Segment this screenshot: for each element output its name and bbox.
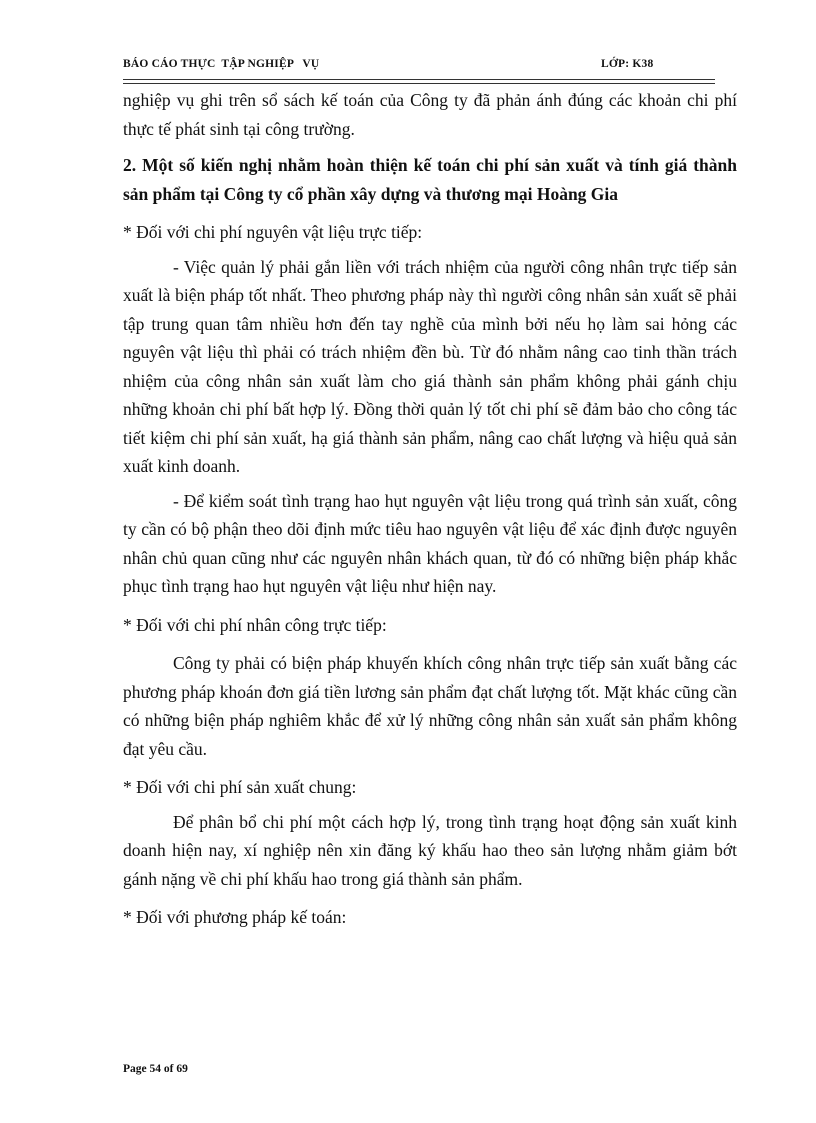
header-report-title: BÁO CÁO THỰC TẬP NGHIỆP VỤ	[123, 58, 320, 70]
paragraph-continued: nghiệp vụ ghi trên sổ sách kế toán của Công ty đã phản ánh đúng các khoản chi phí thực tế phát sinh tại công trường.	[123, 90, 737, 139]
paragraph-labor-incentives: Công ty phải có biện pháp khuyến khích công nhân trực tiếp sản xuất bằng các phương pháp khoán đơn giá tiền lương sản phẩm đạt chất lượng tốt. Mặt khác cũng cần có những biện pháp nghiêm khắc để xử lý những công nhân sản xuất sản phẩm không đạt yêu cầu.	[123, 653, 737, 759]
section-heading: 2. Một số kiến nghị nhằm hoàn thiện kế toán chi phí sản xuất và tính giá thành sản phẩm tại Công ty cổ phần xây dựng và thương mại Hoàng Gia	[123, 155, 737, 204]
header-rule-top	[123, 79, 715, 80]
paragraph-material-management: - Việc quản lý phải gắn liền với trách nhiệm của người công nhân trực tiếp sản xuất là biện pháp tốt nhất. Theo phương pháp này thì người công nhân sản xuất sẽ phải tập trung quan tâm nhiều hơn đến tay nghề của mình bởi nếu họ làm sai hỏng các nguyên vật liệu thì phải có trách nhiệm đền bù. Từ đó nhằm nâng cao tinh thần trách nhiệm của công nhân sản xuất làm cho giá thành sản phẩm không phải gánh chịu những khoản chi phí bất hợp lý. Đồng thời quản lý tốt chi phí sẽ đảm bảo cho công tác tiết kiệm chi phí sản xuất, hạ giá thành sản phẩm, nâng cao chất lượng và hiệu quả sản xuất kinh doanh.	[123, 256, 737, 476]
subheading-labor-costs: * Đối với chi phí nhân công trực tiếp:	[123, 614, 387, 635]
paragraph-depreciation: Để phân bổ chi phí một cách hợp lý, trong tình trạng hoạt động sản xuất kinh doanh hiện nay, xí nghiệp nên xin đăng ký khấu hao theo sản lượng nhằm giảm bớt gánh nặng về chi phí khấu hao trong giá thành sản phẩm.	[123, 811, 737, 889]
page-number: Page 54 of 69	[123, 1063, 188, 1075]
paragraph-material-loss: - Để kiểm soát tình trạng hao hụt nguyên vật liệu trong quá trình sản xuất, công ty cần có bộ phận theo dõi định mức tiêu hao nguyên vật liệu để xác định được nguyên nhân chủ quan cũng như các nguyên nhân khách quan, từ đó có những biện pháp khắc phục tình trạng hao hụt nguyên vật liệu như hiện nay.	[123, 490, 737, 596]
document-body	[123, 86, 737, 932]
header-class-label: LỚP: K38	[601, 58, 654, 70]
subheading-accounting-method: * Đối với phương pháp kế toán:	[123, 907, 347, 927]
header-rule-bottom	[123, 83, 715, 84]
subheading-overhead-costs: * Đối với chi phí sản xuất chung:	[123, 777, 357, 797]
subheading-material-costs: * Đối với chi phí nguyên vật liệu trực tiếp:	[123, 222, 423, 242]
